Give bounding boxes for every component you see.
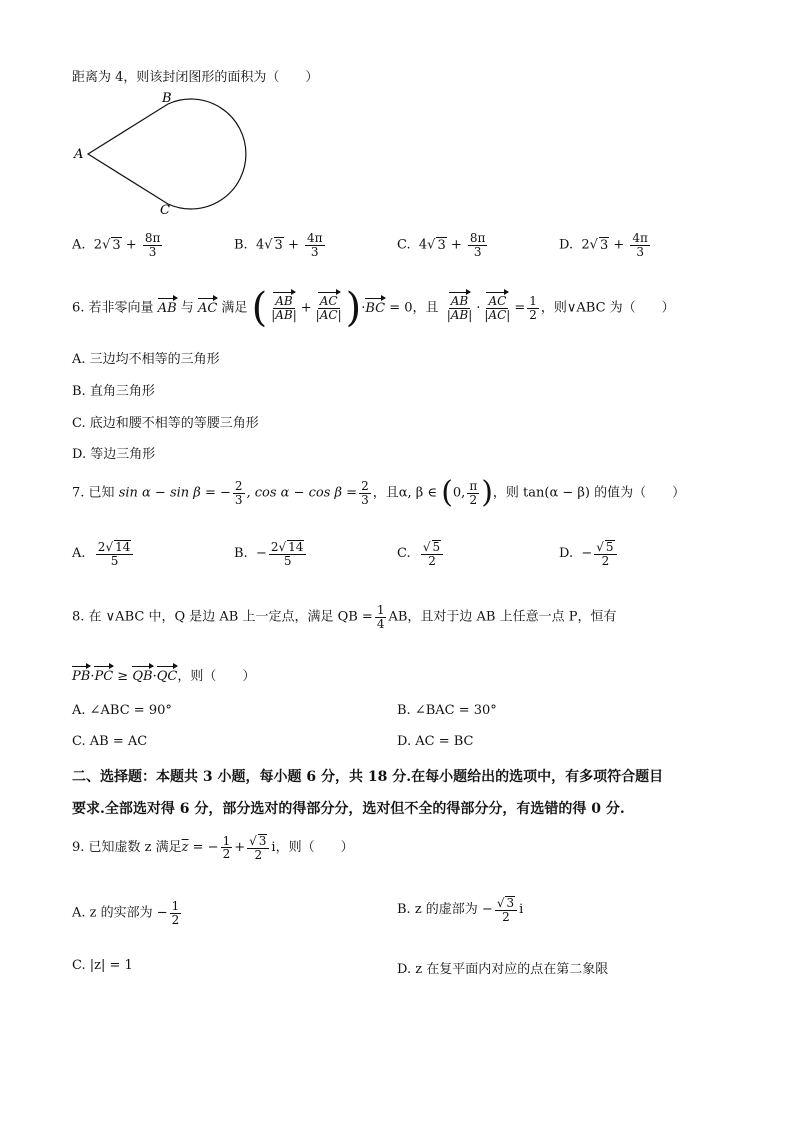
q8-option-c[interactable]: C. AB = AC <box>72 734 148 749</box>
q7-option-c[interactable]: C. $\frac{√ 5}{2}$ <box>397 540 445 567</box>
fig-label-b: B <box>162 91 172 106</box>
q6-option-a[interactable]: A. 三边均不相等的三角形 <box>72 352 220 367</box>
q5-stem: 距离为 4，则该封闭图形的面积为（ ） <box>72 70 319 85</box>
section2-heading-line2: 要求.全部选对得 6 分，部分选对的得部分分，选对但不全的得部分分，有选错的得 0 分. <box>72 801 625 817</box>
q9-stem: 9. 已知虚数 z 满足$\overline{z}$ = − $\frac{1}{2}$ + $\frac{√ 3}{2}$ i，则（ ） <box>72 833 354 862</box>
q5-option-b[interactable]: B. 4√ 3 + $\frac{4\pi}{3}$ <box>234 231 323 259</box>
q8-option-a[interactable]: A. ∠ABC = 90° <box>72 703 172 718</box>
q6-option-c[interactable]: C. 底边和腰不相等的等腰三角形 <box>72 416 259 431</box>
q7-stem: 7. 已知 sin α − sin β = − $\frac{2}{3}$ , cos α − cos β = $\frac{2}{3}$ ，且α, β ∈ (0, $\frac{\pi}{2}$ )，则 tan(α − β) 的值为（ ） <box>72 475 686 510</box>
q6-option-d[interactable]: D. 等边三角形 <box>72 447 156 462</box>
q9-option-c[interactable]: C. |z| = 1 <box>72 958 133 973</box>
q9-option-d[interactable]: D. z 在复平面内对应的点在第二象限 <box>397 962 609 977</box>
q6-option-b[interactable]: B. 直角三角形 <box>72 384 155 399</box>
q5-option-d[interactable]: D. 2√ 3 + $\frac{4\pi}{3}$ <box>559 231 648 259</box>
q7-option-b[interactable]: B. − $\frac{2√ 14}{5}$ <box>234 540 308 567</box>
q8-option-d[interactable]: D. AC = BC <box>397 734 474 749</box>
q8-option-b[interactable]: B. ∠BAC = 30° <box>397 703 497 718</box>
q7-option-a[interactable]: A. $\frac{2√ 14}{5}$ <box>72 540 135 567</box>
fig-label-c: C <box>160 203 170 218</box>
q9-option-b[interactable]: B. z 的虚部为 − $\frac{√ 3}{2}$ i <box>397 896 524 924</box>
q9-option-a[interactable]: A. z 的实部为 − $\frac{1}{2}$ <box>72 899 180 927</box>
q5-option-c[interactable]: C. 4√ 3 + $\frac{8\pi}{3}$ <box>397 231 486 259</box>
q5-figure <box>70 88 260 218</box>
teardrop-shape <box>88 99 246 209</box>
q7-option-d[interactable]: D. − $\frac{√ 5}{2}$ <box>559 540 619 567</box>
fig-label-a: A <box>74 147 84 162</box>
q6-stem: 6. 若非零向量 AB 与 AC 满足 ( $\frac{AB}{|AB|}$ + $\frac{AC}{|AC|}$ )·BC = 0，且 $\frac{AB}{|AB|}$ · $\frac{AC}{|AC|}$ = $\frac{1}{2}$ ，则∨ABC 为（ ） <box>72 285 675 331</box>
q8-stem-line1: 8. 在 ∨ABC 中，Q 是边 AB 上一定点，满足 QB = $\frac{1}{4}$ AB，且对于边 AB 上任意一点 P，恒有 <box>72 603 617 631</box>
section2-heading-line1: 二、选择题：本题共 3 小题，每小题 6 分，共 18 分.在每小题给出的选项中，有多项符合题目 <box>72 769 664 785</box>
q8-stem-line2: PB·PC ≥ QB·QC，则（ ） <box>72 669 256 684</box>
q5-option-a[interactable]: A. 2√ 3 + $\frac{8\pi}{3}$ <box>72 231 161 259</box>
